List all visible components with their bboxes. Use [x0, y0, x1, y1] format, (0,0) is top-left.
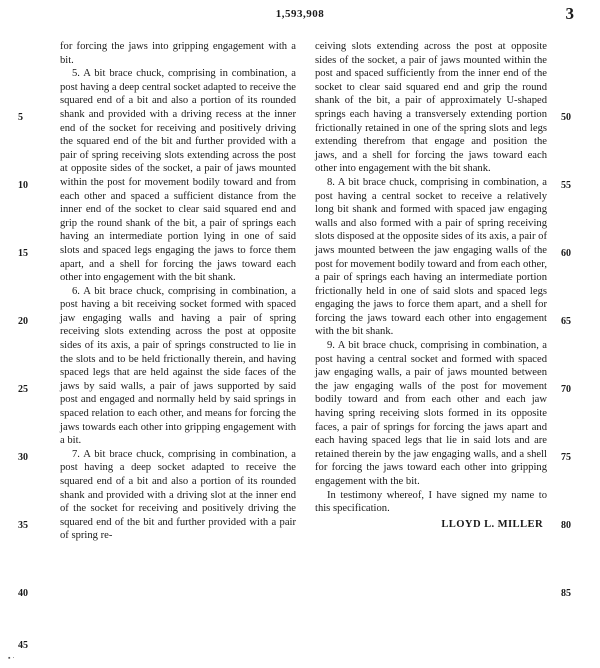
claim-8: 8. A bit brace chuck, comprising in combination, a post having a central socket to receive a relatively long bit shank and formed with spaced jaw engaging walls and also formed with a pair of spring receiving slots disposed at the opposite sides of its axis, a pair of jaws mounted between the jaw engaging walls of the post for movement bodily toward and from each other, a pair of springs each having an intermediate portion frictionally held in one of said slots and spaced legs engaging the jaws to force them apart, and a shell for forcing the jaws toward each other into engagement with the bit shank. — [315, 176, 547, 338]
continued-paragraph: for forcing the jaws into gripping engagement with a bit. — [60, 41, 296, 66]
line-number: 80 — [561, 520, 571, 531]
line-number: 75 — [561, 452, 571, 463]
line-number: 10 — [18, 180, 28, 191]
line-number: 40 — [18, 588, 28, 599]
page-number: 3 — [565, 4, 574, 23]
inventor-signature: LLOYD L. MILLER — [441, 518, 543, 530]
line-number: 60 — [561, 248, 571, 259]
line-number: 15 — [18, 248, 28, 259]
line-number: 30 — [18, 452, 28, 463]
claim-9: 9. A bit brace chuck, comprising in combination, a post having a central socket and formed with spaced jaw engaging walls, a pair of jaws mounted between the jaw engaging walls of the post for movement bodily toward and from each other and each jaw having spring receiving slots formed in its opposite faces, a pair of springs for forcing the jaws apart and each having spaced legs that lie in said lots and are retained therein by the jaw engaging walls, and a shell for forcing the jaws toward each other into gripping engagement with the bit. — [315, 340, 547, 487]
line-number: 85 — [561, 588, 571, 599]
line-number: 25 — [18, 384, 28, 395]
line-number: 45 — [18, 640, 28, 651]
page-header — [0, 6, 600, 28]
line-number: 5 — [18, 112, 23, 123]
line-number: 20 — [18, 316, 28, 327]
claim-7: 7. A bit brace chuck, comprising in combination, a post having a deep socket adapted to receive the squared end of a bit and also a portion of its rounded shank and provided with a driving slot at the inner end of the socket for receiving and positively driving the squared end of the bit and further provided with a pair of spring re- — [60, 448, 296, 542]
left-text-column — [60, 40, 296, 543]
line-number: 55 — [561, 180, 571, 191]
patent-number: 1,593,908 — [275, 8, 325, 20]
line-number: 50 — [561, 112, 571, 123]
claim-7-continued: ceiving slots extending across the post at opposite sides of the socket, a pair of jaws mounted within the post and spaced sufficiently from the inner end of the socket to clear said squared end and grip the round shank of the bit, a pair of approximately U-shaped springs each having a transversely extending portion frictionally retained in one of the spring slots and legs extending therefrom that engage and position the jaws, and a shell for forcing the jaws toward each other into engagement with the bit shank. — [315, 41, 547, 175]
claim-6: 6. A bit brace chuck, comprising in combination, a post having a bit receiving socket formed with spaced jaw engaging walls and having a pair of spring receiving slots extending across the post at opposite sides of its axis, a pair of springs constructed to lie in the slots and to be held frictionally therein, and having spaced legs that are held against the side faces of the jaws by said walls, a pair of jaws supported by said post and engaged and normally held by said springs in spaced relation to each other, and means for forcing the jaws towards each other into gripping engagement with a bit. — [60, 285, 296, 447]
testimony-statement: In testimony whereof, I have signed my name to this specification. — [315, 489, 547, 515]
line-number: 70 — [561, 384, 571, 395]
right-text-column — [315, 40, 547, 531]
scan-mark: ▪ · — [8, 654, 15, 662]
line-number: 65 — [561, 316, 571, 327]
line-number: 35 — [18, 520, 28, 531]
claim-5: 5. A bit brace chuck, comprising in combination, a post having a deep central socket adapted to receive the squared end of a bit and also a portion of its rounded shank and provided with a driving recess at the inner end of the socket for receiving and positively driving the squared end of the bit and further provided with a pair of spring receiving slots extending across the post at opposite sides of the socket, a pair of jaws mounted within the post for movement bodily toward and from each other and spaced a sufficient distance from the inner end of the socket to clear said squared end and grip the round shank of the bit, a pair of springs each having an intermediate portion lying in one of said slots and spaced legs engaging the jaws to force them apart, and a shell for forcing the jaws toward each other into engagement with the bit shank. — [60, 68, 296, 284]
